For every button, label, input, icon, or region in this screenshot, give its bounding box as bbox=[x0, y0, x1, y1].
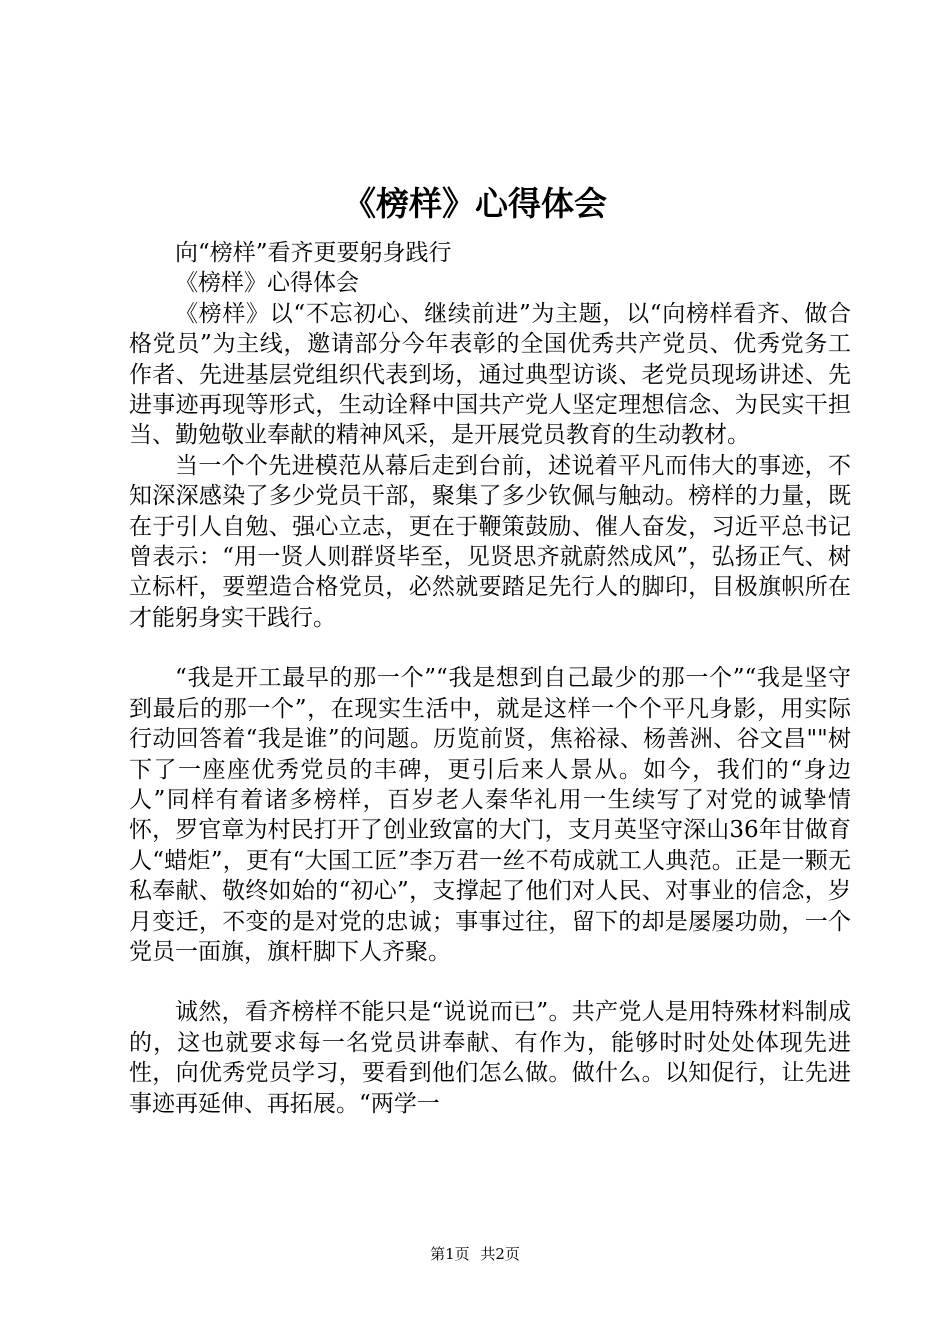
document-title: 《榜样》心得体会 bbox=[343, 184, 607, 223]
document-body bbox=[129, 238, 851, 1119]
page-total: 共2页 bbox=[480, 1245, 520, 1263]
body-paragraph: 当一个个先进模范从幕后走到台前，述说着平凡而伟大的事迹，不知深深感染了多少党员干部，聚集了多少钦佩与触动。榜样的力量，既在于引人自勉、强心立志，更在于鞭策鼓励、催人奋发，习近平总书记曾表示：“用一贤人则群贤毕至，见贤思齐就蔚然成风”，弘扬正气、树立标杆，要塑造合格党员，必然就要踏足先行人的脚印，目极旗帜所在才能躬身实干践行。 bbox=[129, 452, 851, 631]
subtitle-line: 向“榜样”看齐更要躬身践行 bbox=[175, 240, 452, 266]
body-paragraph: “我是开工最早的那一个”“我是想到自己最少的那一个”“我是坚守到最后的那一个”，在现实生活中，就是这样一个个平凡身影，用实际行动回答着“我是谁”的问题。历览前贤，焦裕禄、杨善洲、谷文昌""树下了一座座优秀党员的丰碑，更引后来人景从。如今，我们的“身边人”同样有着诸多榜样，百岁老人秦华礼用一生续写了对党的诚挚情怀，罗官章为村民打开了创业致富的大门，支月英坚守深山36年甘做育人“蜡炬”，更有“大国工匠”李万君一丝不苟成就工人典范。正是一颗无私奉献、敬终如始的“初心”，支撑起了他们对人民、对事业的信念，岁月变迁，不变的是对党的忠诚；事事过往，留下的却是屡屡功勋，一个党员一面旗，旗杆脚下人齐聚。 bbox=[129, 665, 851, 965]
body-paragraph: 诚然，看齐榜样不能只是“说说而已”。共产党人是用特殊材料制成的，这也就要求每一名党员讲奉献、有作为，能够时时处处体现先进性，向优秀党员学习，要看到他们怎么做。做什么。以知促行，让先进事迹再延伸、再拓展。“两学一 bbox=[129, 999, 851, 1117]
body-paragraph: 《榜样》以“不忘初心、继续前进”为主题，以“向榜样看齐、做合格党员”为主线，邀请部分今年表彰的全国优秀共产党员、优秀党务工作者、先进基层党组织代表到场，通过典型访谈、老党员现场讲述、先进事迹再现等形式，生动诠释中国共产党人坚定理想信念、为民实干担当、勤勉敬业奉献的精神风采，是开展党员教育的生动教材。 bbox=[129, 300, 851, 449]
heading-line: 《榜样》心得体会 bbox=[175, 270, 359, 297]
page-number: 第1页 bbox=[430, 1245, 470, 1263]
page-footer bbox=[0, 1243, 950, 1264]
